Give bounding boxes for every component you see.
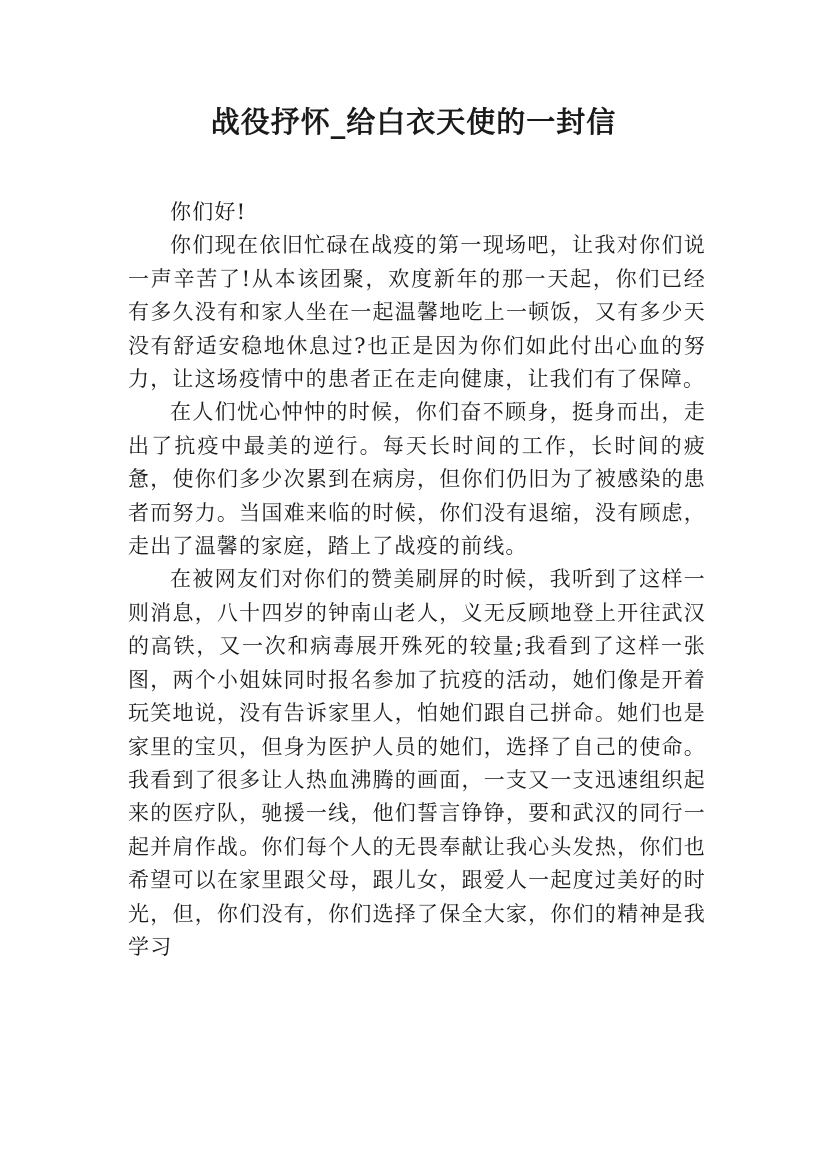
greeting-line: 你们好! xyxy=(170,200,247,224)
paragraph-1: 你们现在依旧忙碌在战疫的第一现场吧，让我对你们说一声辛苦了!从本该团聚，欢度新年的那一天起，你们已经有多久没有和家人坐在一起温馨地吃上一顿饭，又有多少天没有舒适安稳地休息过?也正是因为你们如此付出心血的努力，让这场疫情中的患者正在走向健康，让我们有了保障。 xyxy=(128,233,706,392)
paragraph-2: 在人们忧心忡忡的时候，你们奋不顾身，挺身而出，走出了抗疫中最美的逆行。每天长时间的工作，长时间的疲惫，使你们多少次累到在病房，但你们仍旧为了被感染的患者而努力。当国难来临的时候，你们没有退缩，没有顾虑，走出了温馨的家庭，踏上了战疫的前线。 xyxy=(128,400,706,559)
paragraph-3: 在被网友们对你们的赞美刷屏的时候，我听到了这样一则消息，八十四岁的钟南山老人，义无反顾地登上开往武汉的高铁，又一次和病毒展开殊死的较量;我看到了这样一张图，两个小姐妹同时报名参加了抗疫的活动，她们像是开着玩笑地说，没有告诉家里人，怕她们跟自己拼命。她们也是家里的宝贝，但身为医护人员的她们，选择了自己的使命。我看到了很多让人热血沸腾的画面，一支又一支迅速组织起来的医疗队，驰援一线，他们誓言铮铮，要和武汉的同行一起并肩作战。你们每个人的无畏奉献让我心头发热，你们也希望可以在家里跟父母，跟儿女，跟爱人一起度过美好的时光，但，你们没有，你们选择了保全大家，你们的精神是我学习 xyxy=(128,567,706,959)
letter-body xyxy=(128,196,706,964)
document-title: 战役抒怀_给白衣天使的一封信 xyxy=(210,105,617,139)
